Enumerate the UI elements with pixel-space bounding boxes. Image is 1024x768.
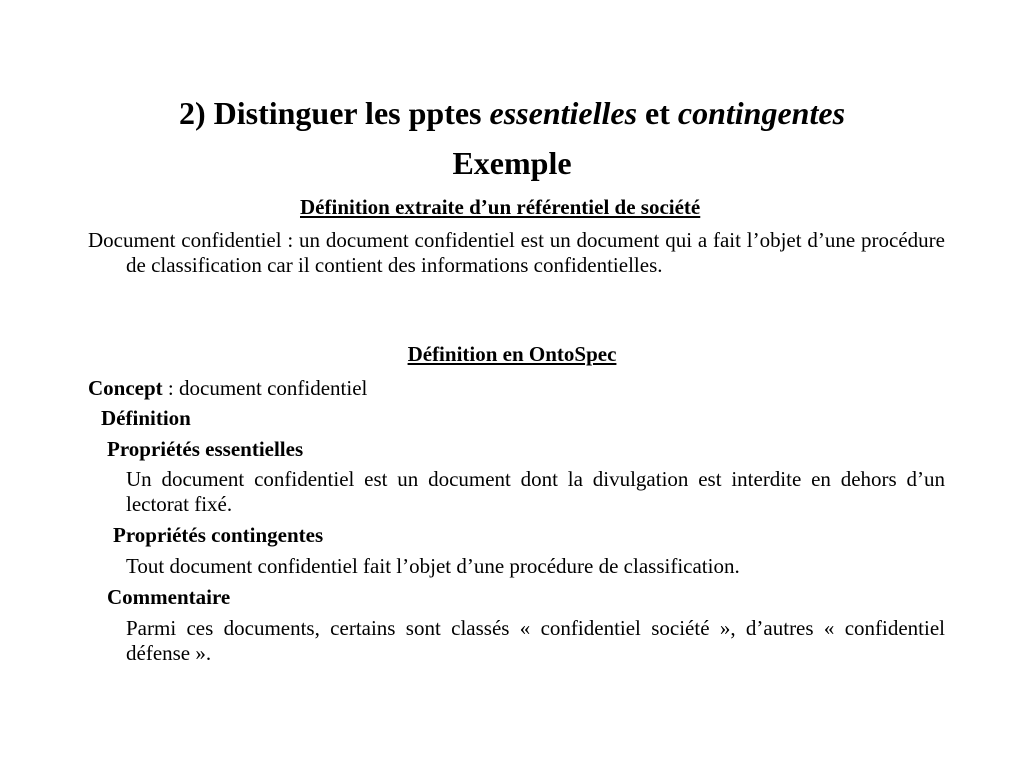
slide-title xyxy=(60,88,964,188)
concept-line xyxy=(88,376,367,401)
essential-properties-label: Propriétés essentielles xyxy=(107,437,304,461)
title-italic-contingentes: contingentes xyxy=(677,95,846,131)
extract-definition-text: Document confidentiel : un document confidentiel est un document qui a fait l’objet d’une procédure de classification car il contient des informations confidentielles. xyxy=(88,228,945,277)
concept-value: : document confidentiel xyxy=(162,376,368,400)
essential-properties-text: Un document confidentiel est un document dont la divulgation est interdite en dehors d’un lectorat fixé. xyxy=(126,467,945,516)
comment-text: Parmi ces documents, certains sont classés « confidentiel société », d’autres « confidentiel défense ». xyxy=(126,616,945,665)
contingent-properties-text: Tout document confidentiel fait l’objet d’une procédure de classification. xyxy=(126,554,740,578)
title-text-2: et xyxy=(637,95,678,131)
title-italic-essentielles: essentielles xyxy=(489,95,638,131)
title-line-2: Exemple xyxy=(452,145,572,181)
extract-heading: Définition extraite d’un référentiel de société xyxy=(300,195,701,219)
contingent-properties-label: Propriétés contingentes xyxy=(113,523,324,547)
definition-label: Définition xyxy=(101,406,191,430)
title-text-1: 2) Distinguer les pptes xyxy=(178,95,490,131)
title-line-1 xyxy=(60,88,964,138)
comment-label: Commentaire xyxy=(107,585,231,609)
ontospec-heading: Définition en OntoSpec xyxy=(407,342,617,366)
concept-label: Concept xyxy=(88,376,163,400)
